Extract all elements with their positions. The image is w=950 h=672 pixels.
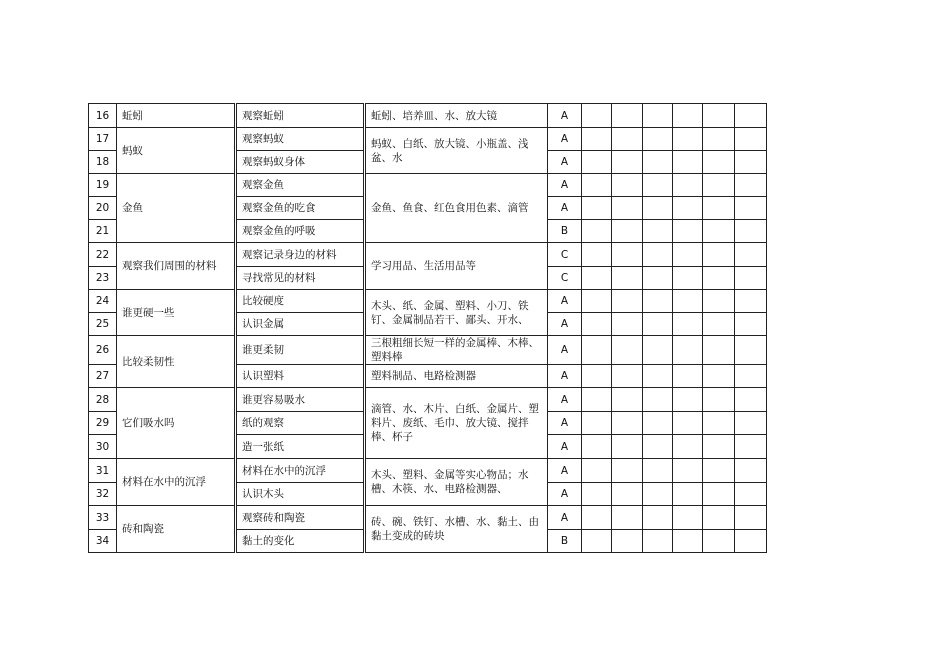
row-number-cell: 30 (89, 435, 117, 459)
blank-record-cell (612, 128, 643, 151)
activity-cell: 谁更容易吸水 (236, 388, 365, 412)
blank-record-cell (673, 243, 703, 267)
blank-record-cell (612, 243, 643, 267)
blank-record-cell (612, 151, 643, 174)
blank-record-cell (582, 435, 612, 459)
table-row (89, 128, 767, 151)
level-cell: A (548, 151, 582, 174)
activity-cell: 造一张纸 (236, 435, 365, 459)
materials-cell: 蚂蚁、白纸、放大镜、小瓶盖、浅盆、水 (365, 128, 548, 174)
level-cell: A (548, 313, 582, 336)
blank-record-cell (612, 483, 643, 506)
blank-record-cell (673, 412, 703, 435)
blank-record-cell (673, 336, 703, 365)
activity-cell: 观察砖和陶瓷 (236, 506, 365, 530)
activity-cell: 认识木头 (236, 483, 365, 506)
blank-record-cell (735, 483, 767, 506)
blank-record-cell (582, 336, 612, 365)
blank-record-cell (673, 104, 703, 128)
level-cell: A (548, 388, 582, 412)
row-number-cell: 28 (89, 388, 117, 412)
blank-record-cell (703, 174, 735, 197)
blank-record-cell (643, 104, 673, 128)
blank-record-cell (582, 412, 612, 435)
unit-name-cell: 材料在水中的沉浮 (117, 459, 236, 506)
activity-cell: 纸的观察 (236, 412, 365, 435)
blank-record-cell (673, 151, 703, 174)
blank-record-cell (703, 365, 735, 388)
blank-record-cell (643, 412, 673, 435)
unit-name-cell: 金鱼 (117, 174, 236, 243)
table-row (89, 388, 767, 412)
blank-record-cell (582, 506, 612, 530)
blank-record-cell (582, 483, 612, 506)
table-row (89, 174, 767, 197)
blank-record-cell (673, 483, 703, 506)
row-number-cell: 27 (89, 365, 117, 388)
level-cell: A (548, 435, 582, 459)
blank-record-cell (673, 530, 703, 553)
blank-record-cell (643, 459, 673, 483)
blank-record-cell (643, 435, 673, 459)
level-cell: A (548, 459, 582, 483)
row-number-cell: 17 (89, 128, 117, 151)
blank-record-cell (612, 365, 643, 388)
blank-record-cell (703, 336, 735, 365)
blank-record-cell (703, 435, 735, 459)
blank-record-cell (643, 506, 673, 530)
row-number-cell: 29 (89, 412, 117, 435)
blank-record-cell (735, 220, 767, 243)
activity-cell: 黏土的变化 (236, 530, 365, 553)
blank-record-cell (612, 388, 643, 412)
materials-cell: 蚯蚓、培养皿、水、放大镜 (365, 104, 548, 128)
table-row (89, 290, 767, 313)
blank-record-cell (673, 365, 703, 388)
blank-record-cell (703, 128, 735, 151)
unit-name-cell: 比较柔韧性 (117, 336, 236, 388)
blank-record-cell (643, 336, 673, 365)
activity-cell: 观察记录身边的材料 (236, 243, 365, 267)
blank-record-cell (612, 459, 643, 483)
blank-record-cell (673, 267, 703, 290)
blank-record-cell (643, 267, 673, 290)
blank-record-cell (703, 506, 735, 530)
unit-name-cell: 蚂蚁 (117, 128, 236, 174)
materials-cell: 木头、纸、金属、塑料、小刀、铁钉、金属制品若干、鄙头、开水、 (365, 290, 548, 336)
blank-record-cell (582, 365, 612, 388)
blank-record-cell (612, 267, 643, 290)
level-cell: B (548, 220, 582, 243)
blank-record-cell (612, 506, 643, 530)
blank-record-cell (643, 243, 673, 267)
activity-cell: 观察蚯蚓 (236, 104, 365, 128)
row-number-cell: 22 (89, 243, 117, 267)
level-cell: A (548, 174, 582, 197)
row-number-cell: 31 (89, 459, 117, 483)
blank-record-cell (643, 388, 673, 412)
materials-cell: 木头、塑料、金属等实心物品；水槽、木筷、水、电路检测器、 (365, 459, 548, 506)
unit-name-cell: 砖和陶瓷 (117, 506, 236, 553)
materials-cell: 三根粗细长短一样的金属棒、木棒、塑料棒 (365, 336, 548, 365)
table-row (89, 459, 767, 483)
blank-record-cell (703, 483, 735, 506)
blank-record-cell (643, 365, 673, 388)
level-cell: A (548, 412, 582, 435)
blank-record-cell (582, 197, 612, 220)
blank-record-cell (735, 530, 767, 553)
activity-cell: 认识金属 (236, 313, 365, 336)
blank-record-cell (643, 290, 673, 313)
blank-record-cell (612, 290, 643, 313)
blank-record-cell (582, 151, 612, 174)
blank-record-cell (735, 151, 767, 174)
blank-record-cell (643, 128, 673, 151)
blank-record-cell (643, 530, 673, 553)
level-cell: A (548, 290, 582, 313)
blank-record-cell (643, 151, 673, 174)
blank-record-cell (703, 459, 735, 483)
blank-record-cell (582, 243, 612, 267)
activity-cell: 谁更柔韧 (236, 336, 365, 365)
blank-record-cell (612, 336, 643, 365)
blank-record-cell (735, 336, 767, 365)
materials-cell: 塑料制品、电路检测器 (365, 365, 548, 388)
blank-record-cell (582, 459, 612, 483)
blank-record-cell (735, 290, 767, 313)
blank-record-cell (673, 197, 703, 220)
row-number-cell: 18 (89, 151, 117, 174)
row-number-cell: 34 (89, 530, 117, 553)
blank-record-cell (673, 506, 703, 530)
level-cell: C (548, 243, 582, 267)
blank-record-cell (703, 530, 735, 553)
level-cell: A (548, 336, 582, 365)
blank-record-cell (703, 104, 735, 128)
table-row (89, 243, 767, 267)
blank-record-cell (673, 388, 703, 412)
blank-record-cell (612, 313, 643, 336)
blank-record-cell (643, 313, 673, 336)
blank-record-cell (735, 313, 767, 336)
blank-record-cell (703, 388, 735, 412)
blank-record-cell (735, 506, 767, 530)
activity-cell: 观察蚂蚁身体 (236, 151, 365, 174)
blank-record-cell (703, 243, 735, 267)
blank-record-cell (612, 220, 643, 243)
activity-cell: 观察蚂蚁 (236, 128, 365, 151)
activity-cell: 比较硬度 (236, 290, 365, 313)
blank-record-cell (612, 412, 643, 435)
blank-record-cell (612, 435, 643, 459)
blank-record-cell (735, 412, 767, 435)
blank-record-cell (582, 388, 612, 412)
level-cell: A (548, 128, 582, 151)
level-cell: A (548, 365, 582, 388)
materials-cell: 滴管、水、木片、白纸、金属片、塑料片、废纸、毛巾、放大镜、搅拌棒、杯子 (365, 388, 548, 459)
table-row (89, 104, 767, 128)
row-number-cell: 33 (89, 506, 117, 530)
blank-record-cell (673, 435, 703, 459)
blank-record-cell (735, 128, 767, 151)
activity-cell: 观察金鱼的呼吸 (236, 220, 365, 243)
blank-record-cell (673, 459, 703, 483)
blank-record-cell (673, 290, 703, 313)
blank-record-cell (735, 365, 767, 388)
blank-record-cell (582, 290, 612, 313)
activity-cell: 观察金鱼的吃食 (236, 197, 365, 220)
blank-record-cell (612, 197, 643, 220)
materials-cell: 学习用品、生活用品等 (365, 243, 548, 290)
blank-record-cell (643, 197, 673, 220)
activity-cell: 材料在水中的沉浮 (236, 459, 365, 483)
blank-record-cell (582, 104, 612, 128)
curriculum-table (88, 103, 767, 553)
level-cell: A (548, 483, 582, 506)
blank-record-cell (735, 435, 767, 459)
activity-cell: 认识塑料 (236, 365, 365, 388)
level-cell: B (548, 530, 582, 553)
blank-record-cell (673, 313, 703, 336)
blank-record-cell (582, 220, 612, 243)
materials-cell: 砖、碗、铁钉、水槽、水、黏土、由黏土变成的砖块 (365, 506, 548, 553)
blank-record-cell (643, 483, 673, 506)
blank-record-cell (703, 197, 735, 220)
blank-record-cell (612, 174, 643, 197)
row-number-cell: 20 (89, 197, 117, 220)
row-number-cell: 25 (89, 313, 117, 336)
blank-record-cell (582, 174, 612, 197)
table-row (89, 336, 767, 365)
blank-record-cell (673, 220, 703, 243)
row-number-cell: 21 (89, 220, 117, 243)
blank-record-cell (612, 530, 643, 553)
level-cell: A (548, 197, 582, 220)
row-number-cell: 23 (89, 267, 117, 290)
blank-record-cell (735, 459, 767, 483)
blank-record-cell (703, 220, 735, 243)
row-number-cell: 24 (89, 290, 117, 313)
unit-name-cell: 谁更硬一些 (117, 290, 236, 336)
level-cell: A (548, 104, 582, 128)
blank-record-cell (703, 151, 735, 174)
row-number-cell: 32 (89, 483, 117, 506)
blank-record-cell (582, 530, 612, 553)
table-row (89, 506, 767, 530)
blank-record-cell (582, 128, 612, 151)
blank-record-cell (673, 128, 703, 151)
blank-record-cell (735, 174, 767, 197)
activity-cell: 寻找常见的材料 (236, 267, 365, 290)
row-number-cell: 26 (89, 336, 117, 365)
blank-record-cell (612, 104, 643, 128)
blank-record-cell (703, 267, 735, 290)
blank-record-cell (673, 174, 703, 197)
blank-record-cell (735, 197, 767, 220)
level-cell: A (548, 506, 582, 530)
blank-record-cell (703, 412, 735, 435)
blank-record-cell (643, 220, 673, 243)
activity-cell: 观察金鱼 (236, 174, 365, 197)
blank-record-cell (582, 313, 612, 336)
blank-record-cell (735, 388, 767, 412)
blank-record-cell (735, 267, 767, 290)
blank-record-cell (703, 290, 735, 313)
materials-cell: 金鱼、鱼食、红色食用色素、滴管 (365, 174, 548, 243)
row-number-cell: 16 (89, 104, 117, 128)
unit-name-cell: 观察我们周围的材料 (117, 243, 236, 290)
unit-name-cell: 蚯蚓 (117, 104, 236, 128)
blank-record-cell (582, 267, 612, 290)
level-cell: C (548, 267, 582, 290)
blank-record-cell (735, 243, 767, 267)
unit-name-cell: 它们吸水吗 (117, 388, 236, 459)
blank-record-cell (643, 174, 673, 197)
row-number-cell: 19 (89, 174, 117, 197)
blank-record-cell (703, 313, 735, 336)
blank-record-cell (735, 104, 767, 128)
